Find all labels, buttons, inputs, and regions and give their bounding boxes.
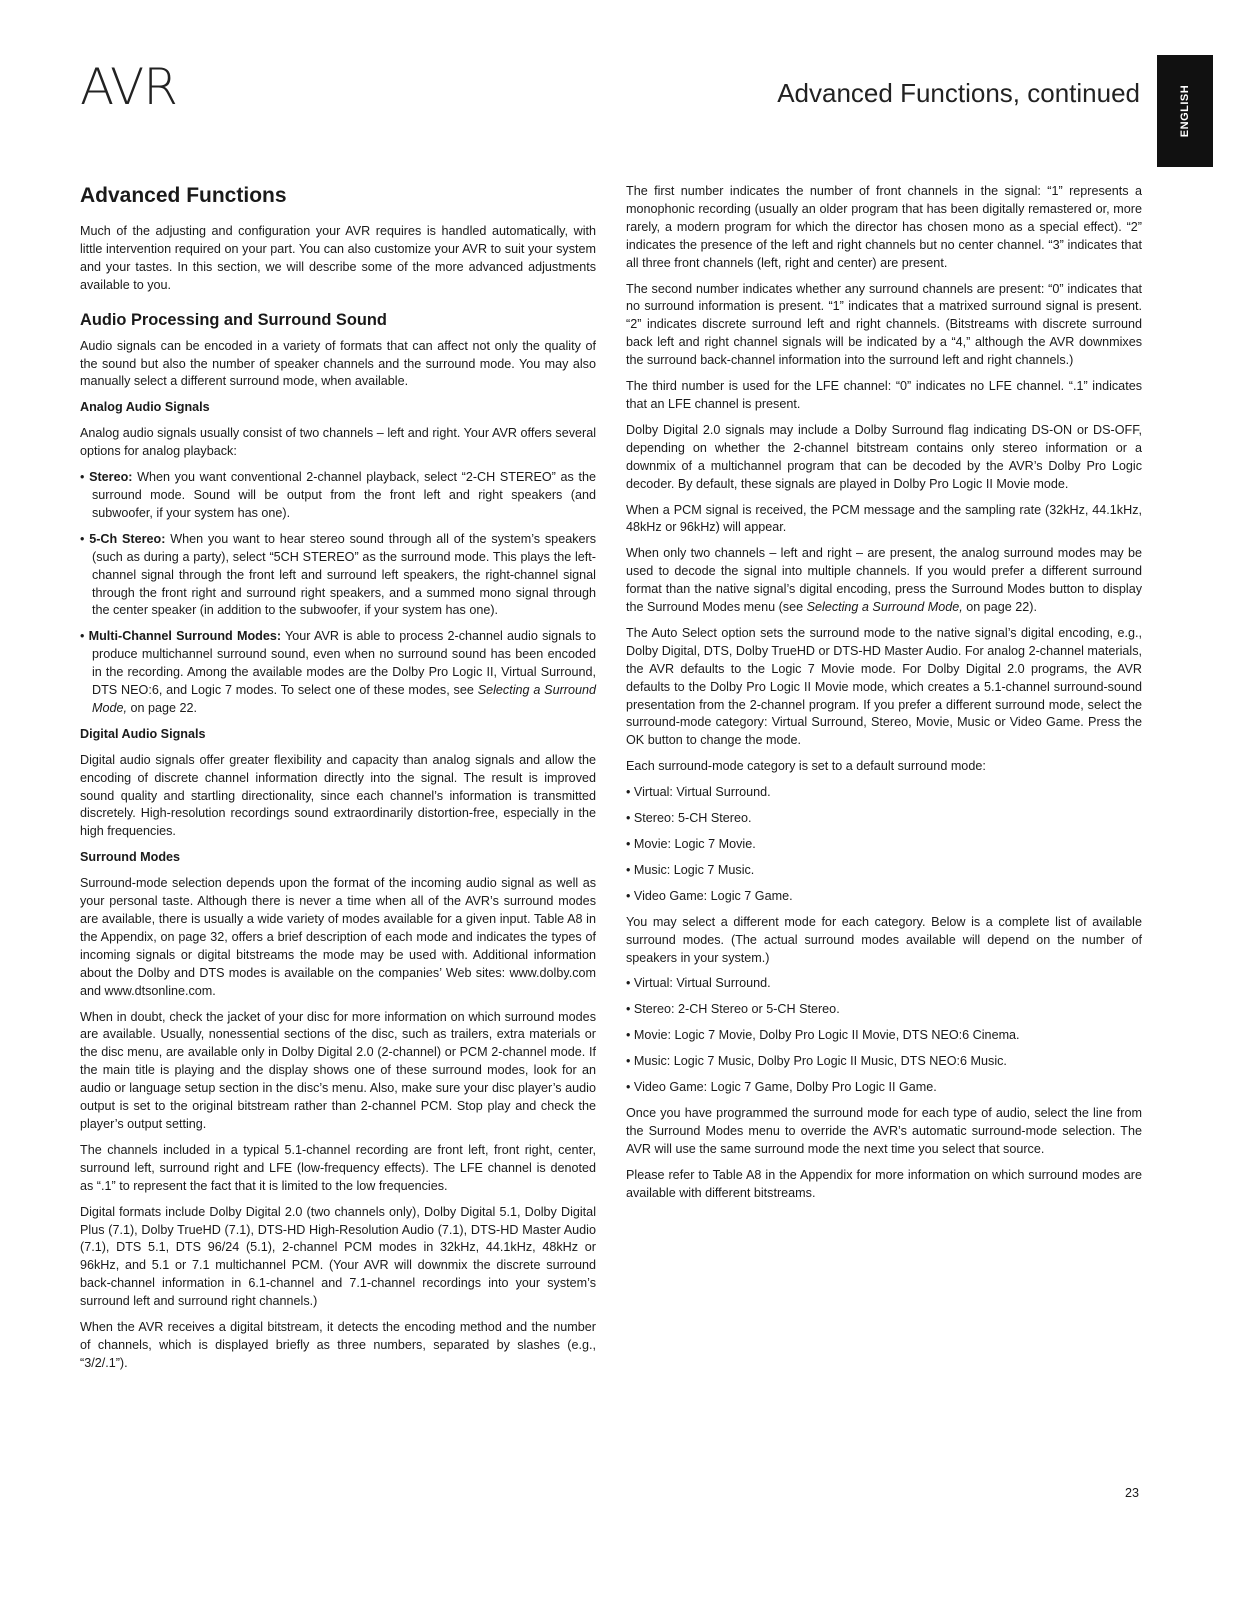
two-channel-tail: on page 22). [962, 600, 1037, 615]
selecting-surround-mode-reference: Selecting a Surround Mode, [92, 683, 596, 715]
default-mode-item: • Virtual: Virtual Surround. [626, 785, 771, 800]
override-paragraph: Once you have programmed the surround mode for each type of audio, select the line from the Surround Modes menu to override the AVR’s automatic surround-mode selection. The AVR will use the same surround mode the next time you select that source. [626, 1105, 1142, 1156]
page-header-title: Advanced Functions, continued [777, 78, 1140, 108]
second-number-paragraph: The second number indicates whether any surround channels are present: “0” indicates that no surround information is present. “1” indicates that a matrixed surround signal is present. “2” indicates discrete surround left and right channels. (Bitstreams with discrete surround back left and right channel signals will be indicated by a “4,” although the AVR downmixes the surround back-channel information into the surround left and right channels.) [626, 281, 1142, 368]
available-mode-item: • Movie: Logic 7 Movie, Dolby Pro Logic II Movie, DTS NEO:6 Cinema. [626, 1028, 1020, 1043]
auto-select-paragraph: The Auto Select option sets the surround mode to the native signal’s digital encoding, e.g., Dolby Digital, DTS, Dolby TrueHD or DTS-HD Master Audio. For analog 2-channel materials, the AVR defaults to the Logic 7 Movie mode. For Dolby Digital 2.0 programs, the AVR defaults to the Dolby Pro Logic II Movie mode, which creates a 5.1-channel surround-sound presentation from the 2-channel program. If you prefer a different surround mode, select the surround-mode category: Virtual Surround, Stereo, Movie, Music or Video Game. Press the OK button to change the mode. [626, 625, 1142, 748]
audio-intro-paragraph: Audio signals can be encoded in a variety of formats that can affect not only the quality of the sound but also the number of speaker channels and the surround mode. You may also manually select a different surround mode, when available. [80, 338, 596, 389]
surround-modes-heading: Surround Modes [80, 850, 181, 865]
stereo-bullet-label: Stereo: [89, 470, 133, 485]
available-modes-intro: You may select a different mode for each category. Below is a complete list of available surround modes. (The actual surround modes available will depend on the number of speakers in your system.) [626, 914, 1142, 965]
dolby-digital-paragraph: Dolby Digital 2.0 signals may include a Dolby Surround flag indicating DS-ON or DS-OFF, depending on whether the 2-channel bitstream contains only stereo information or a downmix of a multichannel program that can be decoded by the AVR’s Dolby Pro Logic decoder. By default, these signals are played in Dolby Pro Logic II Movie mode. [626, 422, 1142, 491]
default-mode-item: • Video Game: Logic 7 Game. [626, 888, 793, 903]
surround-paragraph-5: When the AVR receives a digital bitstream, it detects the encoding method and the number of channels, which is displayed briefly as three numbers, separated by slashes (e.g., “3/2/.1”). [80, 1320, 596, 1370]
digital-signals-heading: Digital Audio Signals [80, 726, 206, 741]
category-defaults-intro: Each surround-mode category is set to a default surround mode: [626, 759, 986, 774]
available-mode-item: • Video Game: Logic 7 Game, Dolby Pro Logic II Game. [626, 1080, 937, 1095]
stereo-bullet-text: When you want conventional 2-channel playback, select “2-CH STEREO” as the surround mode. Sound will be output from the front left and right speakers (and subwoofer, if your system has one). [92, 470, 596, 520]
third-number-paragraph: The third number is used for the LFE channel: “0” indicates no LFE channel. “.1” indicates that an LFE channel is present. [626, 379, 1142, 411]
available-mode-item: • Music: Logic 7 Music, Dolby Pro Logic II Music, DTS NEO:6 Music. [626, 1054, 1007, 1069]
multichannel-bullet: • Multi-Channel Surround Modes: Your AVR is able to process 2-channel audio signals to produce multichannel surround sound, even when no surround sound has been encoded in the recording. Among the available modes are the Dolby Pro Logic II, Virtual Surround, DTS NEO:6, and Logic 7 modes. To select one of these modes, see Selecting a Surround Mode, on page 22. [80, 629, 596, 715]
default-mode-item: • Movie: Logic 7 Movie. [626, 837, 756, 851]
multichannel-bullet-text: Your AVR is able to process 2-channel audio signals to produce multichannel surround sound, even when no surround sound has been encoded in the recording. Among the available modes are the Dolby Pro Logic II, Virtual Surround, DTS NEO:6, and Logic 7 modes. To select one of these modes, see [92, 629, 596, 698]
table-reference-paragraph: Please refer to Table A8 in the Appendix for more information on which surround modes are available with different bitstreams. [626, 1167, 1142, 1200]
avr-logo: AVR [80, 58, 177, 116]
section-heading: Advanced Functions [80, 184, 287, 207]
first-number-paragraph: The first number indicates the number of front channels in the signal: “1” represents a monophonic recording (usually an older program that has been digitally remastered or, more rarely, a modern program for which the director has chosen mono as a special effect). “2” indicates the presence of the left and right channels but no center channel. “3” indicates that all three front channels (left, right and center) are present. [626, 184, 1142, 270]
pcm-paragraph: When a PCM signal is received, the PCM message and the sampling rate (32kHz, 44.1kHz, 48kHz or 96kHz) will appear. [626, 502, 1142, 535]
stereo-bullet: • Stereo: When you want conventional 2-channel playback, select “2-CH STEREO” as the surround mode. Sound will be output from the front left and right speakers (and subwoofer, if your system has one). [80, 470, 596, 520]
five-ch-bullet-label: 5-Ch Stereo: [89, 531, 166, 546]
surround-paragraph-2: When in doubt, check the jacket of your disc for more information on which surround modes are available. Usually, nonessential sections of the disc, such as trailers, extra materials or the disc menu, are available only in Dolby Digital 2.0 (2-channel) or PCM 2-channel mode. If the main title is playing and the display shows one of these surround modes, look for an audio or language setup section in the disc’s menu. Also, make sure your disc player’s audio output is set to the original bitstream rather than 2-channel PCM. Stop play and check the player’s output setting. [80, 1009, 596, 1131]
two-channel-paragraph [626, 545, 1142, 617]
language-tab-label: ENGLISH [1179, 84, 1191, 138]
available-mode-item: • Stereo: 2-CH Stereo or 5-CH Stereo. [626, 1002, 840, 1017]
left-column [80, 183, 596, 1381]
analog-intro-paragraph: Analog audio signals usually consist of two channels – left and right. Your AVR offers several options for analog playback: [80, 426, 596, 459]
selecting-surround-mode-reference: Selecting a Surround Mode, [806, 600, 963, 615]
page-number: 23 [1125, 1486, 1140, 1500]
multichannel-bullet-label: Multi-Channel Surround Modes: [88, 629, 282, 644]
default-mode-item: • Music: Logic 7 Music. [626, 862, 755, 877]
available-mode-item: • Virtual: Virtual Surround. [626, 976, 771, 991]
intro-paragraph: Much of the adjusting and configuration your AVR requires is handled automatically, with little intervention required on your part. You can also customize your AVR to suit your system and your tastes. In this section, we will describe some of the more advanced adjustments available to you. [80, 224, 596, 292]
surround-paragraph-4: Digital formats include Dolby Digital 2.0 (two channels only), Dolby Digital 5.1, Dolby Digital Plus (7.1), Dolby TrueHD (7.1), DTS-HD High-Resolution Audio (7.1), DTS-HD Master Audio (7.1), DTS 5.1, DTS 96/24 (5.1), 2-channel PCM modes in 32kHz, 44.1kHz, 48kHz or 96kHz, and 5.1 or 7.1 multichannel PCM. (Your AVR will downmix the discrete surround back-channel information in 6.1-channel and 7.1-channel recordings into your system’s surround left and surround right channels.) [80, 1204, 596, 1309]
multichannel-bullet-tail: on page 22. [127, 700, 198, 715]
audio-processing-heading: Audio Processing and Surround Sound [80, 310, 387, 329]
five-ch-bullet-text: When you want to hear stereo sound through all of the system’s speakers (such as during a party), select “5CH STEREO” as the surround mode. This plays the left-channel signal through the front left and surround left speakers, the right-channel signal through the front right and surround right speakers, and a summed mono signal through the center speaker (in addition to the subwoofer, if your system has one). [92, 531, 596, 618]
digital-paragraph: Digital audio signals offer greater flexibility and capacity than analog signals and allow the encoding of discrete channel information directly into the signal. The result is improved sound quality and startling directionality, since each channel’s information is transmitted discretely. High-resolution recordings sound extraordinarily distortion-free, especially in the high frequencies. [80, 752, 596, 839]
two-channel-text: When only two channels – left and right – are present, the analog surround modes may be used to decode the signal into multiple channels. If you would prefer a different surround format than the native signal’s digital encoding, press the Surround Modes button to display the Surround Modes menu (see [626, 546, 1142, 615]
surround-paragraph-1: Surround-mode selection depends upon the format of the incoming audio signal as well as your personal taste. Although there is never a time when all of the AVR’s surround modes are available, there is usually a wide variety of modes available for a given input. Table A8 in the Appendix, on page 32, offers a brief description of each mode and indicates the types of incoming signals or digital bitstreams the mode may be used with. Additional information about the Dolby and DTS modes is available on the companies’ Web sites: www.dolby.com and www.dtsonline.com. [80, 876, 596, 998]
default-mode-item: • Stereo: 5-CH Stereo. [626, 811, 752, 826]
five-ch-stereo-bullet: • 5-Ch Stereo: When you want to hear stereo sound through all of the system’s speakers (such as during a party), select “5CH STEREO” as the surround mode. This plays the left-channel signal through the front left and surround left speakers, the right-channel signal through the front right and surround right speakers, and a summed mono signal through the center speaker (in addition to the subwoofer, if your system has one). [80, 531, 596, 618]
surround-paragraph-3: The channels included in a typical 5.1-channel recording are front left, front right, center, surround left, surround right and LFE (low-frequency effects). The LFE channel is denoted as “.1” to represent the fact that it is limited to the low frequencies. [80, 1142, 596, 1193]
analog-signals-heading: Analog Audio Signals [80, 400, 210, 415]
language-tab [1157, 55, 1213, 167]
right-column [626, 183, 1142, 1211]
